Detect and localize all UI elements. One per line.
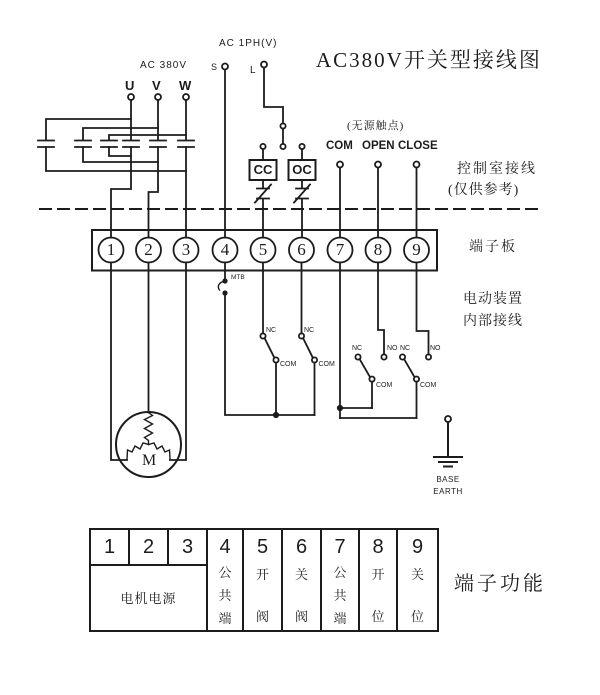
func-col-4: 4 xyxy=(219,536,231,558)
func-col-2: 2 xyxy=(142,536,155,558)
phase-w-label: W xyxy=(179,78,192,93)
switch-d-no-label: NO xyxy=(430,345,441,352)
signal-com-label: COM xyxy=(326,140,353,152)
single-phase-supply-label: AC 1PH(V) xyxy=(219,38,278,49)
function-table-label: 端子功能 xyxy=(454,573,546,595)
switch-d-com-label: COM xyxy=(420,382,437,389)
switch-c-no-label: NO xyxy=(387,345,398,352)
switch-a-nc-label: NC xyxy=(266,327,277,334)
terminal-board-label: 端子板 xyxy=(469,240,517,255)
earth-symbol xyxy=(434,416,462,467)
phase-v-label: V xyxy=(152,78,161,93)
terminal-2: 2 xyxy=(144,240,153,259)
terminal-4: 4 xyxy=(220,240,230,259)
switch-a-com-label: COM xyxy=(280,361,297,368)
func-col-8: 8 xyxy=(372,536,384,558)
signal-close-label: CLOSE xyxy=(398,140,438,152)
terminal-3: 3 xyxy=(181,240,191,259)
signal-wiring xyxy=(337,162,420,238)
three-phase-supply-label: AC 380V xyxy=(140,60,188,71)
neutral-s-label: S xyxy=(211,62,218,72)
switch-c-com-label: COM xyxy=(376,382,393,389)
func-5-open-valve: 开阀 xyxy=(255,567,269,624)
live-l-label: L xyxy=(250,65,256,76)
reversing-contact-network xyxy=(38,119,194,238)
switch-b-com-label: COM xyxy=(318,361,335,368)
terminal-6: 6 xyxy=(297,240,306,259)
motor-power-cell: 电机电源 xyxy=(120,591,177,606)
func-6-close-valve: 关阀 xyxy=(294,567,308,624)
single-phase-wiring xyxy=(222,62,286,238)
oc-coil-branch xyxy=(289,144,316,238)
control-room-note-line2: (仅供参考) xyxy=(448,183,520,198)
coil-limit-switches xyxy=(260,263,317,416)
func-col-3: 3 xyxy=(181,536,194,558)
phase-u-label: U xyxy=(125,78,135,93)
func-col-6: 6 xyxy=(295,536,308,558)
motor-wiring xyxy=(111,263,186,478)
func-7-common: 公共端 xyxy=(333,565,347,626)
mtb-thermal-label: MTB xyxy=(231,274,245,281)
func-9-close-pos: 关位 xyxy=(410,567,424,624)
switch-d-nc-label: NC xyxy=(400,345,411,352)
feedback-switches xyxy=(338,263,431,419)
three-phase-terminals xyxy=(128,94,189,140)
func-col-5: 5 xyxy=(256,536,269,558)
switch-c-nc-label: NC xyxy=(352,345,363,352)
signal-open-label: OPEN xyxy=(362,140,395,152)
terminal-1: 1 xyxy=(106,240,116,259)
func-col-7: 7 xyxy=(334,536,346,558)
earth-label-base: BASE xyxy=(436,475,460,484)
func-col-1: 1 xyxy=(103,536,116,558)
internal-note-line2: 内部接线 xyxy=(463,314,523,329)
terminal-7: 7 xyxy=(335,240,345,259)
switch-b-nc-label: NC xyxy=(304,327,315,334)
func-8-open-pos: 开位 xyxy=(371,567,385,624)
internal-note-line1: 电动装置 xyxy=(463,292,523,307)
func-4-common: 公共端 xyxy=(218,565,232,626)
cc-coil-label: CC xyxy=(253,162,273,177)
motor-label: M xyxy=(142,452,157,469)
terminal-9: 9 xyxy=(412,240,421,259)
terminal-5: 5 xyxy=(258,240,268,259)
func-col-9: 9 xyxy=(411,536,424,558)
cc-coil-branch xyxy=(250,144,277,238)
dry-contact-note: (无源触点) xyxy=(347,120,405,132)
oc-coil-label: OC xyxy=(292,162,312,177)
control-room-note-line1: 控制室接线 xyxy=(457,162,537,177)
earth-label-earth: EARTH xyxy=(433,487,463,496)
page-title: AC380V开关型接线图 xyxy=(316,48,542,72)
terminal-8: 8 xyxy=(373,240,383,259)
